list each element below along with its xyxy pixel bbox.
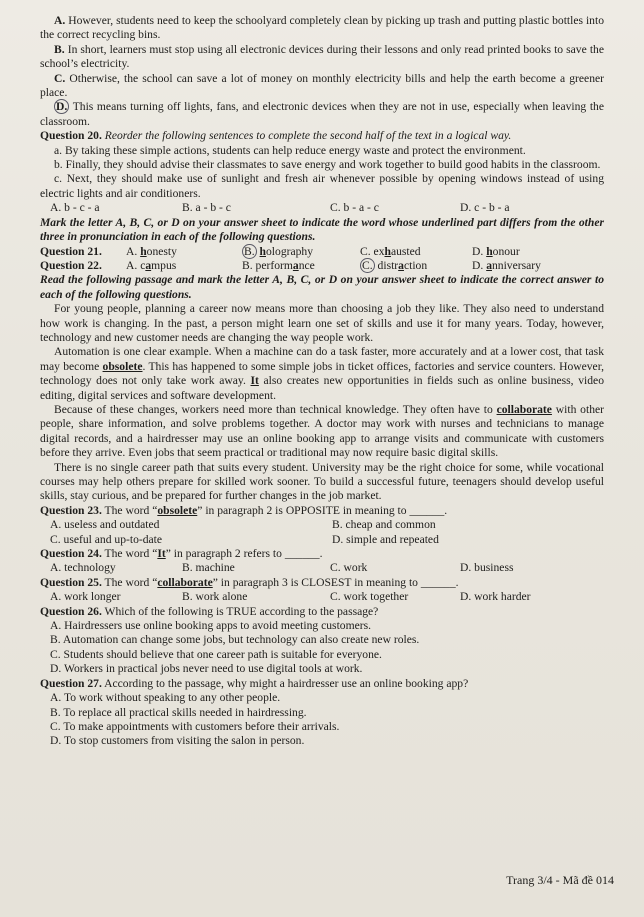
q27-stem: Question 27. According to the passage, why might a hairdresser use an online booking app? <box>40 676 469 690</box>
q27-options <box>40 691 604 749</box>
question-25 <box>40 576 604 605</box>
question-24 <box>40 547 604 576</box>
q26-option-c: C. Students should believe that one career path is suitable for everyone. <box>50 647 382 661</box>
passage-paragraph-2: Automation is one clear example. When a machine can do a task faster, more accurately and at a lower cost, that task may become obsolete. This has happened to some simple jobs in ticket offices, factories and service counters. However, technology does not only take work away. It also creates new opportunities in fields such as online business, video editing, digital services and software development. <box>40 345 604 402</box>
q21-option-b: B. holography <box>244 244 314 258</box>
q23-options <box>40 518 604 547</box>
q27-option-b: B. To replace all practical skills needed in hairdressing. <box>50 705 307 719</box>
reading-instruction: Read the following passage and mark the letter A, B, C, or D on your answer sheet to indicate the correct answer to each of the following questions. <box>40 273 604 301</box>
q25-stem: Question 25. The word “collaborate” in paragraph 3 is CLOSEST in meaning to ______. <box>40 575 459 589</box>
question-21 <box>40 245 604 259</box>
q20-heading: Question 20. Reorder the following sentences to complete the second half of the text in a logical way. <box>40 129 512 143</box>
passage-paragraph-3: Because of these changes, workers need more than technical knowledge. They often have to collaborate with other people, share information, and solve problems together. A doctor may work with nurses and technicians to manage digital records, and a hairdresser may use an online booking app to arrange visits and communicate with customers before they arrive. Even jobs that seem practical or traditional may now require basic digital skills. <box>40 402 604 460</box>
q24-option-b: B. machine <box>182 561 235 575</box>
q21-option-a: A. honesty <box>126 244 177 258</box>
q24-option-c: C. work <box>330 561 368 575</box>
q22-label: Question 22. <box>40 258 102 272</box>
question-26 <box>40 605 604 677</box>
question-22 <box>40 259 604 273</box>
q25-option-a: A. work longer <box>50 590 121 604</box>
q25-options <box>40 590 604 604</box>
q20-option-d: D. c - b - a <box>460 201 510 215</box>
q23-option-b: B. cheap and common <box>332 518 436 532</box>
q20-option-b: B. a - b - c <box>182 201 231 215</box>
q20-option-c: C. b - a - c <box>330 201 379 215</box>
q20-sentence-c: c. Next, they should make use of sunlight and fresh air whenever possible by opening windows instead of using electric lights and air conditioners. <box>40 172 604 200</box>
q22-option-a: A. campus <box>126 258 177 272</box>
q26-option-d: D. Workers in practical jobs never need to use digital tools at work. <box>50 662 363 676</box>
question-20 <box>40 129 604 215</box>
passage-paragraph-4: There is no single career path that suits every student. University may be the right choice for some, while vocational courses may help others prepare for skilled work sooner. To build a successful future, teenagers should develop useful skills, stay curious, and be prepared for further changes in the job market. <box>40 460 604 503</box>
q24-options <box>40 561 604 575</box>
q24-stem: Question 24. The word “It” in paragraph 2 refers to ______. <box>40 547 323 561</box>
q27-option-d: D. To stop customers from visiting the salon in person. <box>50 734 305 748</box>
q26-option-a: A. Hairdressers use online booking apps to avoid meeting customers. <box>50 619 372 633</box>
q27-option-a: A. To work without speaking to any other people. <box>50 691 281 705</box>
q24-option-a: A. technology <box>50 561 116 575</box>
q23-option-c: C. useful and up-to-date <box>50 532 163 546</box>
reading-passage <box>40 302 604 504</box>
q27-option-c: C. To make appointments with customers before their arrivals. <box>50 719 340 733</box>
q23-option-d: D. simple and repeated <box>332 532 439 546</box>
q20-sentence-a: a. By taking these simple actions, students can help reduce energy waste and protect the environment. <box>54 143 526 157</box>
q26-option-b: B. Automation can change some jobs, but technology can also create new roles. <box>50 633 420 647</box>
q22-option-d: D. anniversary <box>472 258 541 272</box>
q22-option-c: C. distraction <box>362 258 428 272</box>
q25-option-d: D. work harder <box>460 590 531 604</box>
passage-paragraph-1: For young people, planning a career now means more than choosing a job they like. They also need to understand how work is changing. In the past, a person might learn one set of skills and use it for many years. Today, however, technology and new customer needs are changing the way people work. <box>40 302 604 344</box>
question-23 <box>40 504 604 547</box>
q22-option-b: B. performance <box>242 258 315 272</box>
q19-option-d: D. This means turning off lights, fans, and electronic devices when they are not in use, especially when leaving the classroom. <box>40 100 604 128</box>
q25-option-c: C. work together <box>330 590 409 604</box>
q23-stem: Question 23. The word “obsolete” in paragraph 2 is OPPOSITE in meaning to ______. <box>40 503 448 517</box>
pronunciation-instruction: Mark the letter A, B, C, or D on your answer sheet to indicate the word whose underlined part differs from the other three in pronunciation in each of the following questions. <box>40 215 604 244</box>
q20-options <box>40 201 604 215</box>
q19-option-c: C. Otherwise, the school can save a lot of money on monthly electricity bills and help the earth become a greener place. <box>40 71 604 100</box>
q26-options <box>40 619 604 677</box>
q25-option-b: B. work alone <box>182 590 248 604</box>
q26-stem: Question 26. Which of the following is TRUE according to the passage? <box>40 604 379 618</box>
q21-label: Question 21. <box>40 244 102 258</box>
q24-option-d: D. business <box>460 561 514 575</box>
question-27 <box>40 677 604 749</box>
q20-sentence-b: b. Finally, they should advise their classmates to save energy and work together to build good habits in the classroom. <box>54 158 601 172</box>
q21-option-c: C. exhausted <box>360 244 421 258</box>
q21-option-d: D. honour <box>472 244 520 258</box>
q19-options <box>40 14 604 129</box>
q20-option-a: A. b - c - a <box>50 201 100 215</box>
q19-option-b: B. In short, learners must stop using all electronic devices during their lessons and only read printed books to save the school’s electricity. <box>40 42 604 71</box>
q19-option-a: A. However, students need to keep the schoolyard completely clean by picking up trash and putting plastic bottles into the correct recycling bins. <box>40 14 604 42</box>
page-footer: Trang 3/4 - Mã đề 014 <box>506 872 614 887</box>
q23-option-a: A. useless and outdated <box>50 518 160 532</box>
